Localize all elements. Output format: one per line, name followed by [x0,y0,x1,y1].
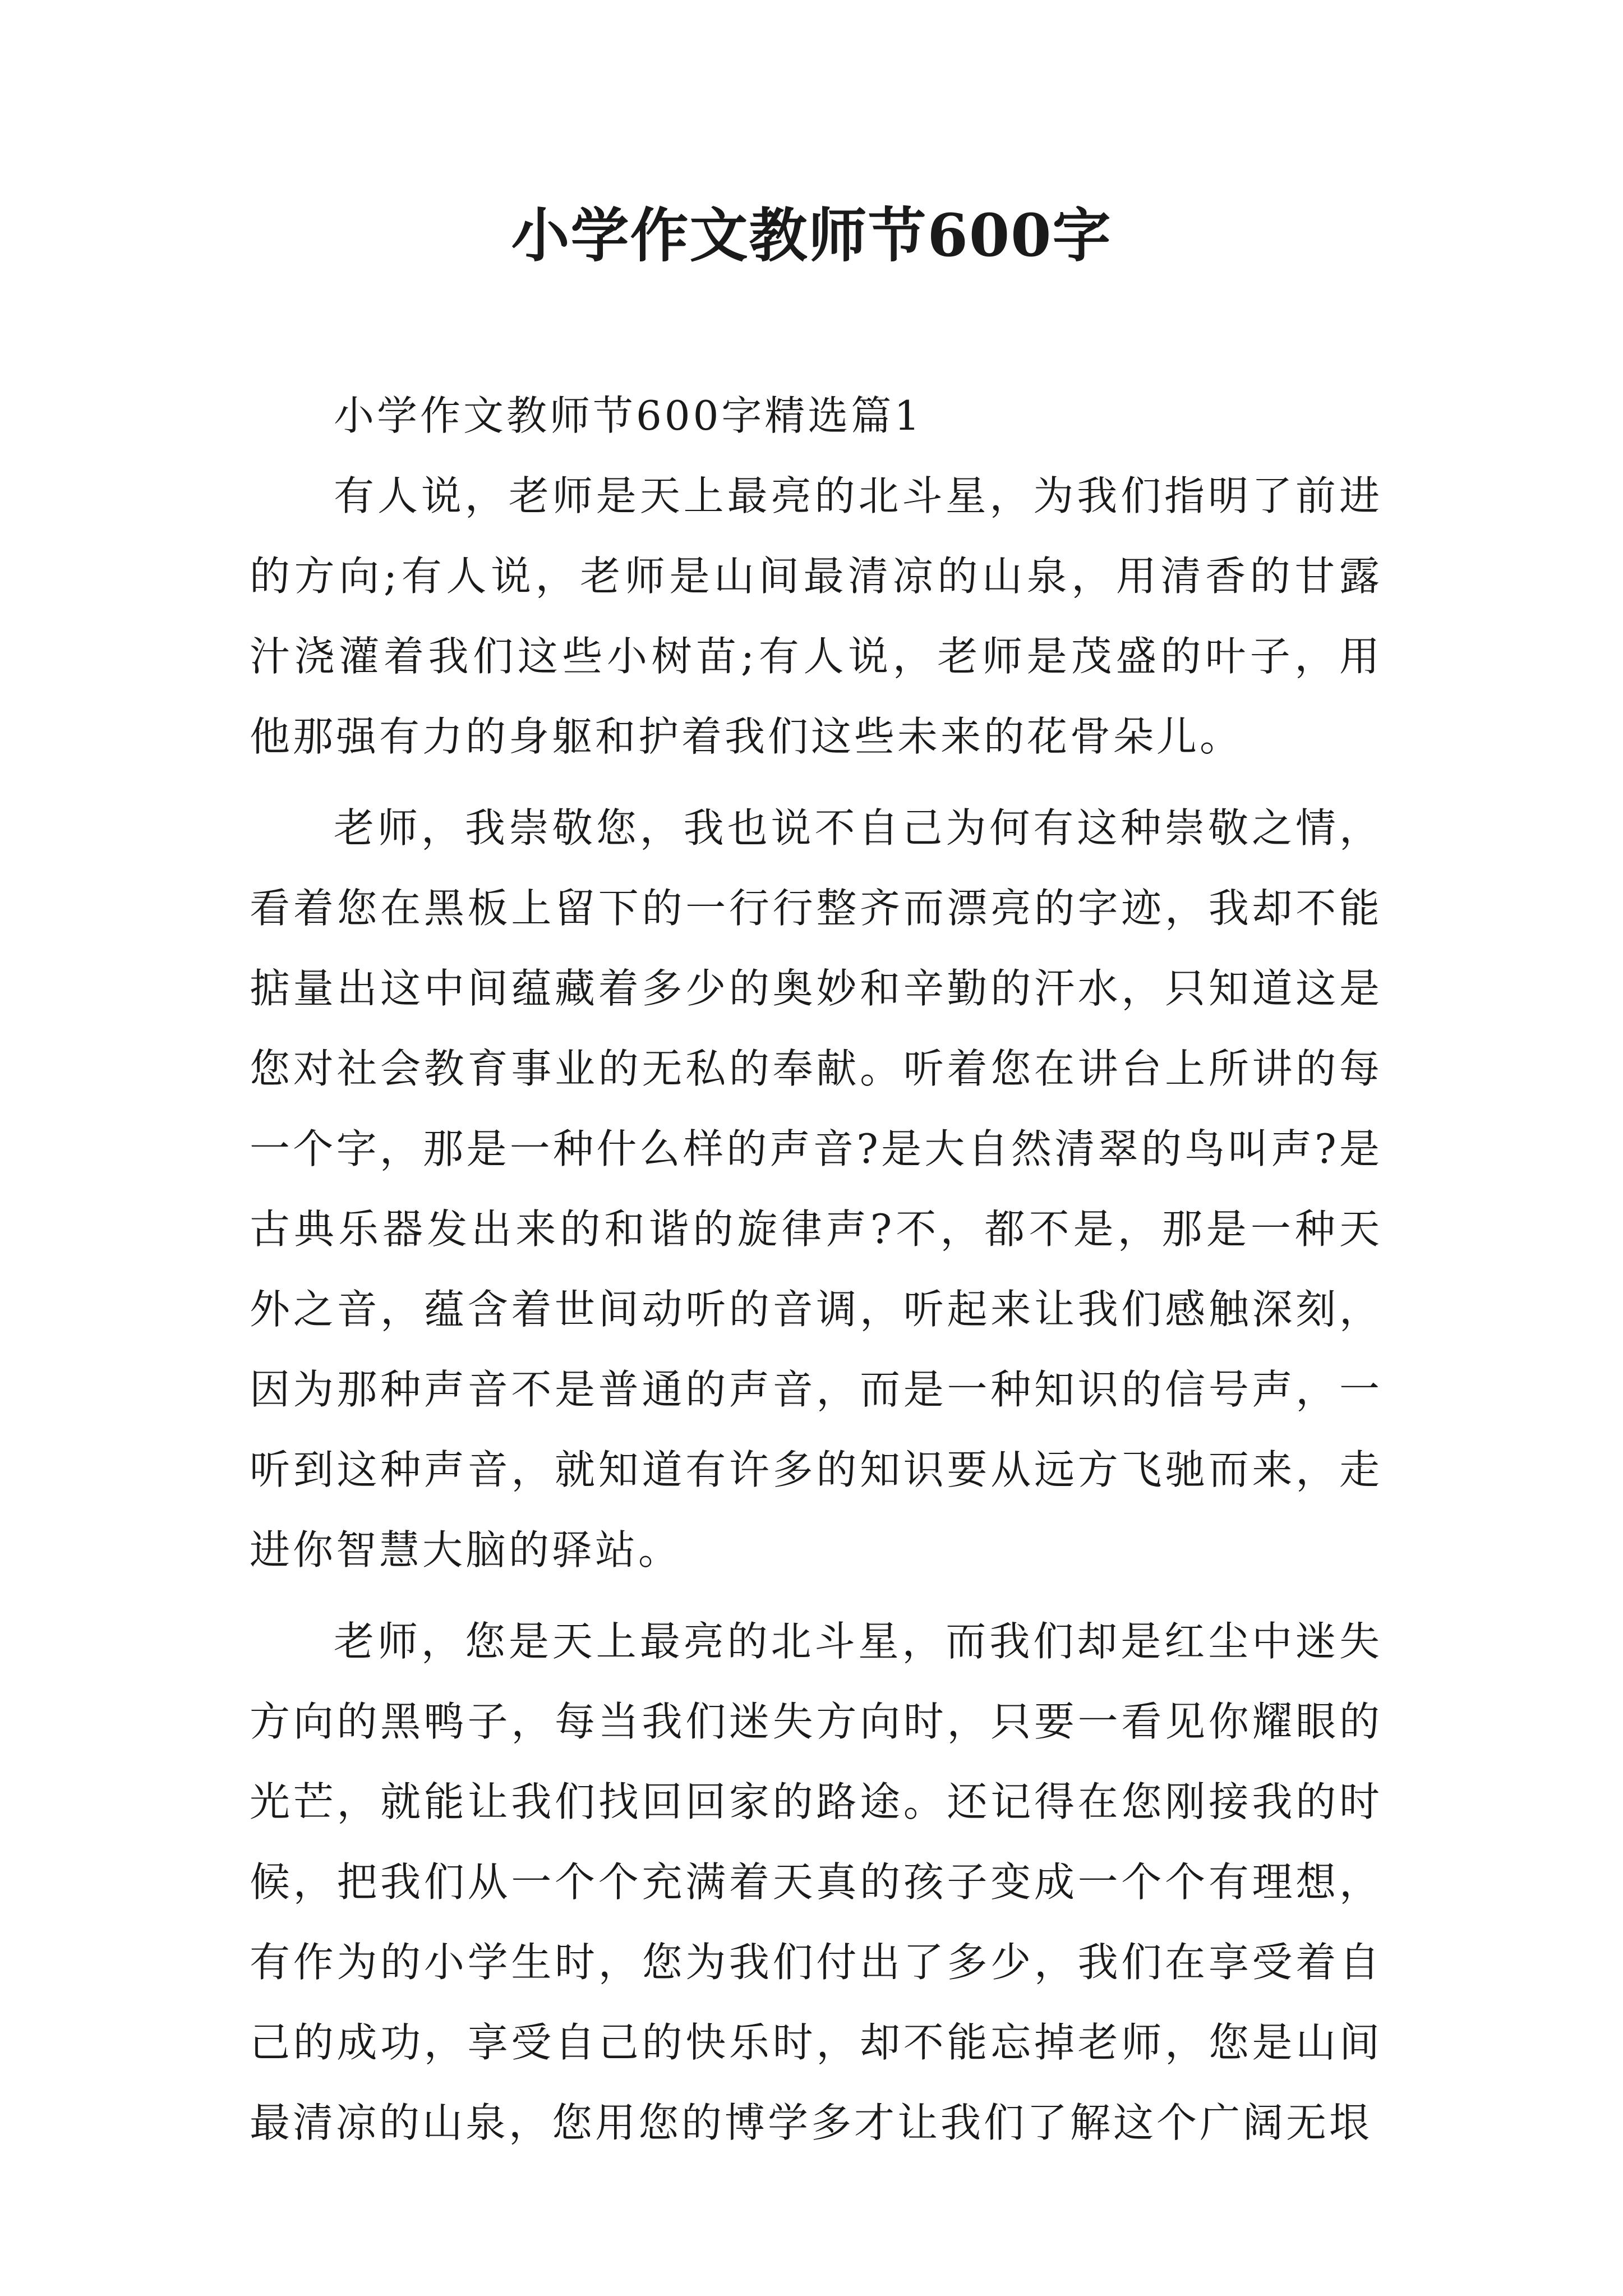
paragraph-2: 老师，我崇敬您，我也说不自己为何有这种崇敬之情，看着您在黑板上留下的一行行整齐而漂亮的字迹，我却不能掂量出这中间蕴藏着多少的奥妙和辛勤的汗水，只知道这是您对社会教育事业的无私的奉献。听着您在讲台上所讲的每一个字，那是一种什么样的声音?是大自然清翠的鸟叫声?是古典乐器发出来的和谐的旋律声?不，都不是，那是一种天外之音，蕴含着世间动听的音调，听起来让我们感触深刻，因为那种声音不是普通的声音，而是一种知识的信号声，一听到这种声音，就知道有许多的知识要从远方飞驰而来，走进你智慧大脑的驿站。 [250,804,1382,1573]
document-title: 小学作文教师节600字 [511,201,1112,270]
paragraph-1: 有人说，老师是天上最亮的北斗星，为我们指明了前进的方向;有人说，老师是山间最清凉的山泉，用清香的甘露汁浇灌着我们这些小树苗;有人说，老师是茂盛的叶子，用他那强有力的身躯和护着我们这些未来的花骨朵儿。 [250,472,1382,760]
paragraph-3: 老师，您是天上最亮的北斗星，而我们却是红尘中迷失方向的黑鸭子，每当我们迷失方向时，只要一看见你耀眼的光芒，就能让我们找回回家的路途。还记得在您刚接我的时候，把我们从一个个充满着天真的孩子变成一个个有理想，有作为的小学生时，您为我们付出了多少，我们在享受着自己的成功，享受自己的快乐时，却不能忘掉老师，您是山间最清凉的山泉，您用您的博学多才让我们了解这个广阔无垠 [250,1618,1382,2146]
document-body [250,376,1382,2163]
section-heading: 小学作文教师节600字精选篇1 [334,392,923,439]
